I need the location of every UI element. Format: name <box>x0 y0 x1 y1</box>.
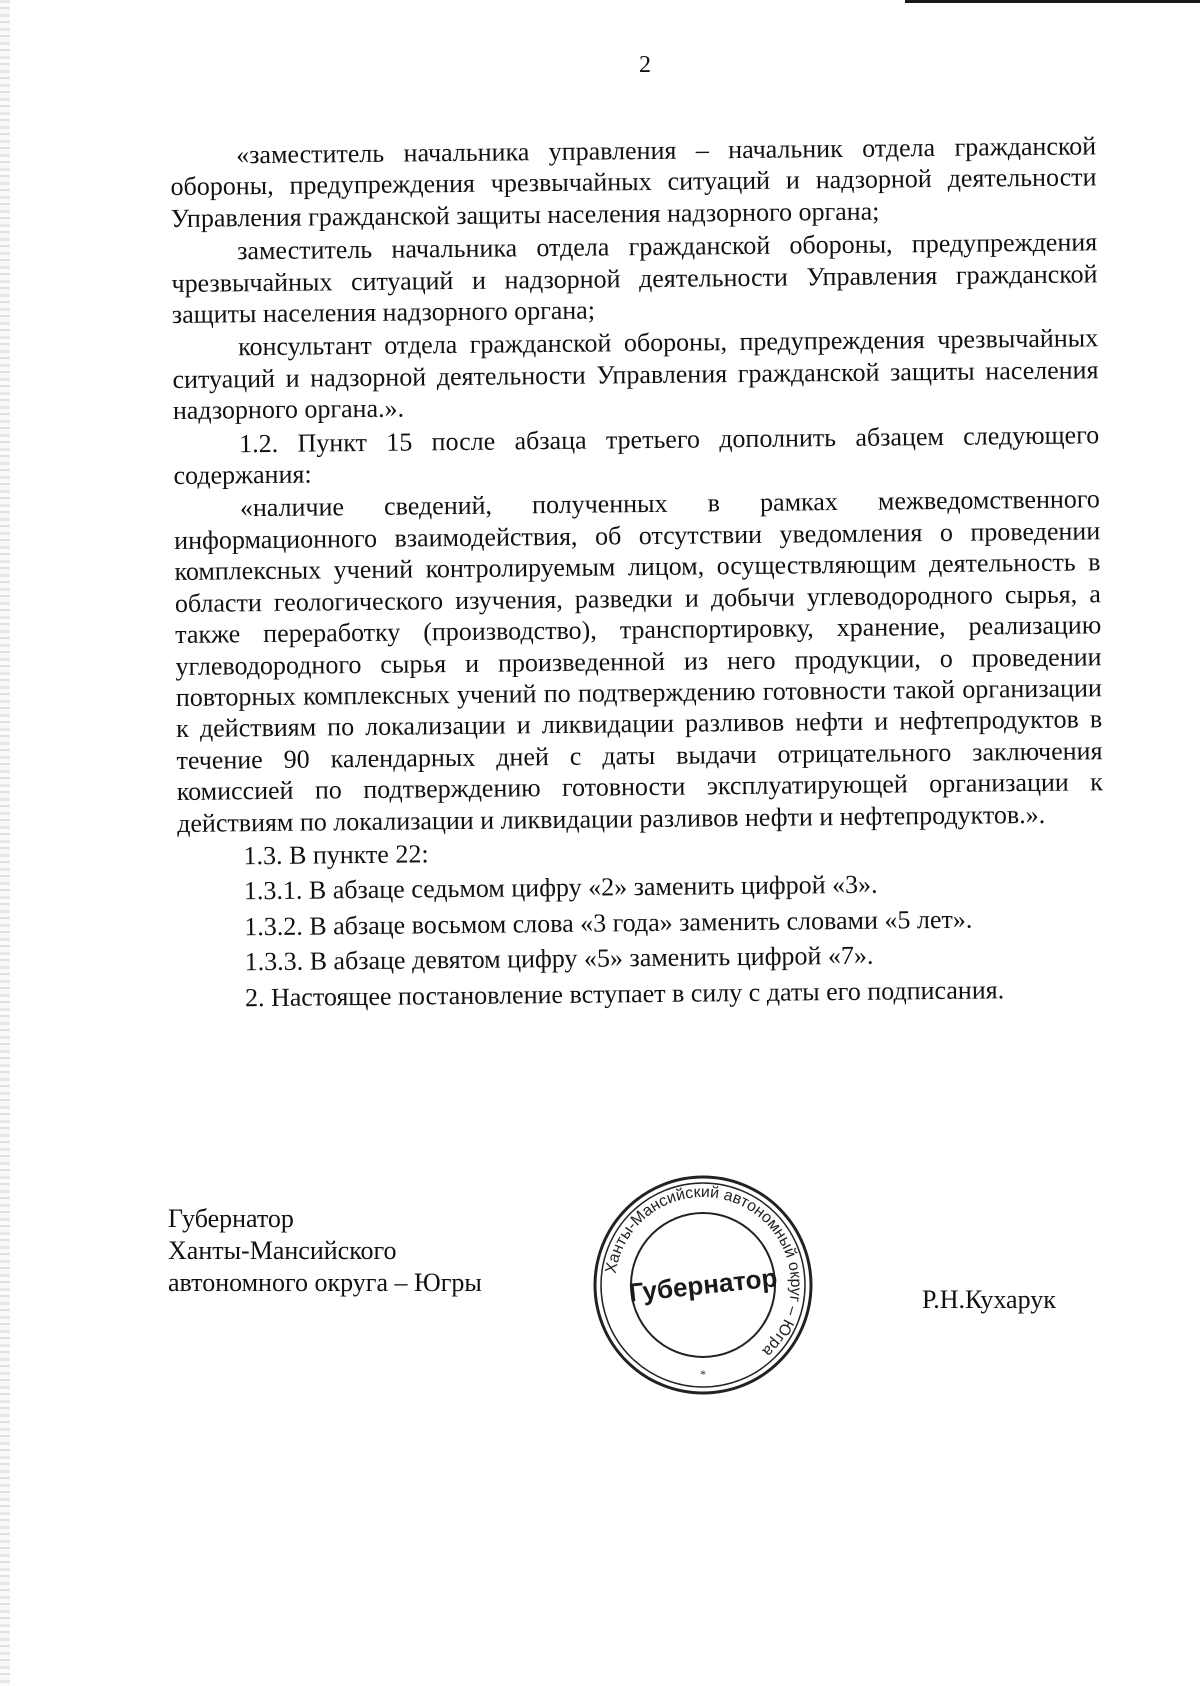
paragraph: «заместитель начальника управления – начальник отдела гражданской обороны, предупреждения чрезвычайных ситуаций и надзорной деятельности Управления гражданской защиты населения надзорного органа; <box>170 131 1097 233</box>
stamp-ring-text: Ханты-Мансийский автономный округ – Югра <box>602 1183 805 1360</box>
page-number: 2 <box>639 52 651 78</box>
signer-name: Р.Н.Кухарук <box>922 1285 1056 1314</box>
scan-edge-left <box>0 0 10 1686</box>
scan-edge-top <box>905 0 1200 3</box>
paragraph: 1.3. В пункте 22: <box>243 839 429 871</box>
stamp-center-text: Губернатор <box>627 1262 779 1308</box>
stamp-star-icon: * <box>700 1367 706 1381</box>
signature-title-line1: Губернатор <box>168 1204 294 1233</box>
governor-stamp <box>588 1170 818 1400</box>
paragraph: 2. Настоящее постановление вступает в силу с даты его подписания. <box>244 974 1005 1012</box>
paragraph: 1.3.2. В абзаце восьмом слова «3 года» заменить словами «5 лет». <box>244 904 973 942</box>
signature-title <box>168 1203 482 1299</box>
signature-title-line2: Ханты-Мансийского <box>168 1236 397 1265</box>
paragraph: заместитель начальника отдела гражданской обороны, предупреждения чрезвычайных ситуаций и надзорной деятельности Управления гражданской защиты населения надзорного органа; <box>171 227 1098 330</box>
paragraph: 1.3.3. В абзаце девятом цифру «5» заменить цифрой «7». <box>244 940 874 977</box>
document-body <box>170 128 1105 1014</box>
signature-title-line3: автономного округа – Югры <box>168 1268 482 1297</box>
paragraph: 1.2. Пункт 15 после абзаца третьего дополнить абзацем следующего содержания: <box>173 419 1100 491</box>
paragraph: 1.3.1. В абзаце седьмом цифру «2» заменить цифрой «3». <box>243 869 878 906</box>
paragraph: консультант отдела гражданской обороны, предупреждения чрезвычайных ситуаций и надзорной деятельности Управления гражданской защиты населения надзорного органа.». <box>172 323 1099 426</box>
paragraph: «наличие сведений, полученных в рамках межведомственного информационного взаимодействия, об отсутствии уведомления о проведении комплексных учений контролируемым лицом, осуществляющим деятельность в области геологического изучения, разведки и добычи углеводородного сырья, а также переработку (производство), транспортировку, хранение, реализацию углеводородного сырья и произведенной из него продукции, о проведении повторных комплексных учений по подтверждению готовности такой организации к действиям по локализации и ликвидации разливов нефти и нефтепродуктов в течение 90 календарных дней с даты выдачи отрицательного заключения комиссией по подтверждению готовности эксплуатирующей организации к действиям по локализации и ликвидации разливов нефти и нефтепродуктов.». <box>174 484 1103 838</box>
